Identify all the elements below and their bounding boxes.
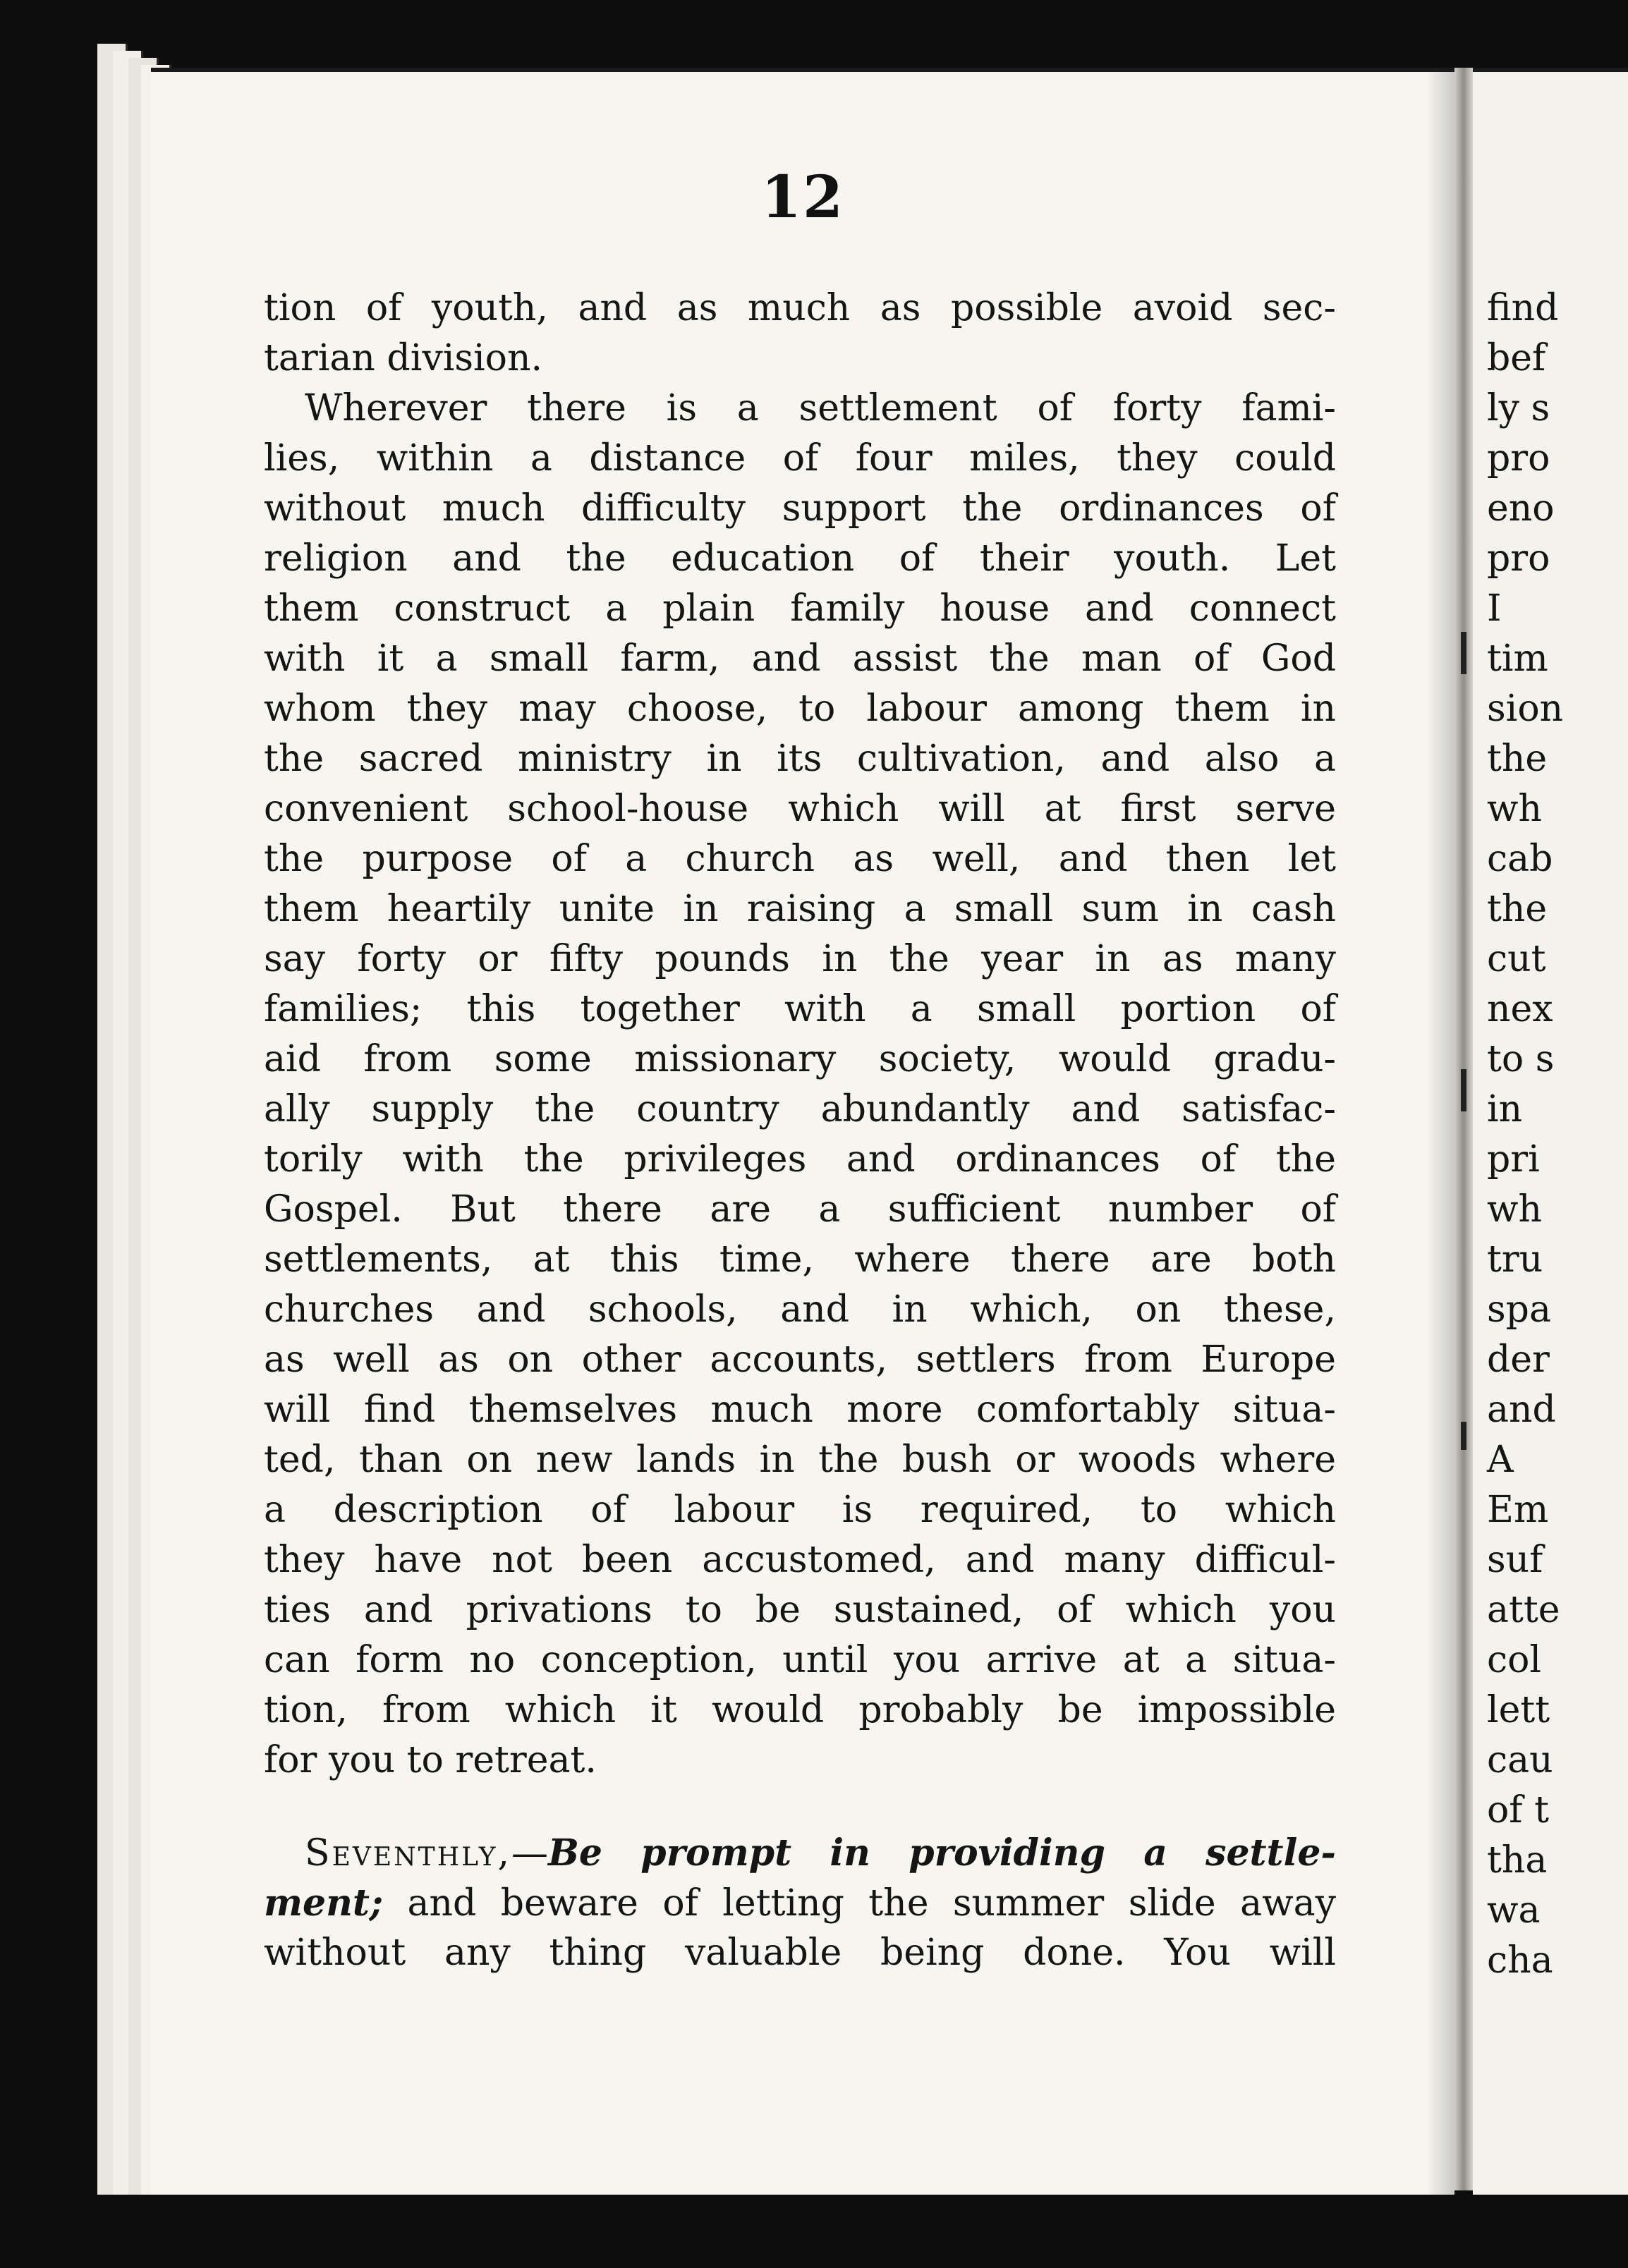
text-line: torily with the privileges and ordinances of the bbox=[264, 1138, 1336, 1181]
text-line: convenient school-house which will at first serve bbox=[264, 788, 1336, 830]
text-line: will find themselves much more comfortably situa- bbox=[264, 1389, 1336, 1431]
section-heading: Seventhly, bbox=[305, 1832, 511, 1874]
text-line: settlements, at this time, where there are both bbox=[264, 1238, 1336, 1281]
right-page-fragment: A bbox=[1487, 1439, 1514, 1481]
text-line: the purpose of a church as well, and then let bbox=[264, 838, 1336, 880]
right-page-fragment: I bbox=[1487, 587, 1502, 630]
right-page-fragment: spa bbox=[1487, 1288, 1551, 1331]
text-line: lies, within a distance of four miles, they could bbox=[264, 437, 1336, 480]
right-page-fragment: the bbox=[1487, 738, 1548, 780]
right-page-fragment: Em bbox=[1487, 1489, 1549, 1531]
text-line: them heartily unite in raising a small sum in cash bbox=[264, 888, 1336, 930]
right-page-fragment: wh bbox=[1487, 1188, 1542, 1231]
text-line: without much difficulty support the ordinances of bbox=[264, 487, 1336, 530]
em-dash: — bbox=[511, 1832, 548, 1874]
text-line: tion of youth, and as much as possible avoid sec- bbox=[264, 287, 1336, 329]
emphasis-text: Be prompt in providing a settle- bbox=[547, 1831, 1336, 1874]
text-line: as well as on other accounts, settlers from Europe bbox=[264, 1339, 1336, 1381]
book-gutter bbox=[1454, 68, 1473, 2190]
right-page-fragment: eno bbox=[1487, 487, 1555, 530]
seventhly-line-1 bbox=[264, 1828, 1336, 1878]
right-page-text bbox=[1487, 284, 1563, 1986]
text-line: whom they may choose, to labour among them in bbox=[264, 688, 1336, 730]
right-page-fragment: tru bbox=[1487, 1238, 1543, 1281]
fold-mark bbox=[1461, 1069, 1466, 1111]
right-page-fragment: find bbox=[1487, 287, 1559, 329]
text-line: them construct a plain family house and connect bbox=[264, 587, 1336, 630]
right-page-fragment: and bbox=[1487, 1389, 1556, 1431]
right-page-fragment: col bbox=[1487, 1639, 1542, 1681]
right-page-fragment: tim bbox=[1487, 638, 1548, 680]
right-page-fragment: cab bbox=[1487, 838, 1553, 880]
right-page-fragment: cut bbox=[1487, 938, 1546, 980]
right-page-fragment: wh bbox=[1487, 788, 1542, 830]
right-page-fragment: pro bbox=[1487, 437, 1550, 480]
right-page-fragment: der bbox=[1487, 1339, 1550, 1381]
text-line: can form no conception, until you arrive at a situa- bbox=[264, 1639, 1336, 1681]
right-page bbox=[1473, 68, 1628, 2195]
text-line: religion and the education of their youth. Let bbox=[264, 537, 1336, 580]
text-line: ties and privations to be sustained, of which you bbox=[264, 1589, 1336, 1631]
page-number: 12 bbox=[760, 164, 845, 231]
text-line: ally supply the country abundantly and satisfac- bbox=[264, 1088, 1336, 1130]
right-page-fragment: tha bbox=[1487, 1839, 1548, 1882]
right-page-fragment: sion bbox=[1487, 688, 1564, 730]
left-page bbox=[151, 68, 1454, 2195]
right-page-fragment: of t bbox=[1487, 1789, 1549, 1831]
text-line: ted, than on new lands in the bush or woods where bbox=[264, 1439, 1336, 1481]
text-line: tarian division. bbox=[264, 337, 542, 379]
right-page-fragment: pro bbox=[1487, 537, 1550, 580]
text-line: say forty or fifty pounds in the year in as many bbox=[264, 938, 1336, 980]
text-run: and beware of letting the summer slide away bbox=[383, 1882, 1336, 1925]
right-page-fragment: lett bbox=[1487, 1689, 1550, 1731]
right-page-fragment: cau bbox=[1487, 1739, 1553, 1781]
right-page-fragment: cha bbox=[1487, 1939, 1553, 1982]
right-page-fragment: to s bbox=[1487, 1038, 1555, 1080]
text-line: with it a small farm, and assist the man of God bbox=[264, 638, 1336, 680]
right-page-fragment: in bbox=[1487, 1088, 1523, 1130]
seventhly-line-2 bbox=[264, 1878, 1336, 1928]
right-page-fragment: nex bbox=[1487, 988, 1553, 1030]
text-line: a description of labour is required, to which bbox=[264, 1489, 1336, 1531]
text-line: for you to retreat. bbox=[264, 1739, 597, 1781]
text-line: the sacred ministry in its cultivation, and also a bbox=[264, 738, 1336, 780]
section-gap bbox=[264, 1786, 1336, 1828]
text-line: Wherever there is a settlement of forty fami- bbox=[305, 387, 1336, 429]
fold-mark bbox=[1461, 632, 1466, 674]
right-page-fragment: pri bbox=[1487, 1138, 1540, 1181]
emphasis-text: ment; bbox=[264, 1882, 384, 1925]
right-page-fragment: the bbox=[1487, 888, 1548, 930]
right-page-fragment: atte bbox=[1487, 1589, 1560, 1631]
right-page-fragment: wa bbox=[1487, 1889, 1541, 1932]
text-line: aid from some missionary society, would gradu- bbox=[264, 1038, 1336, 1080]
text-line: churches and schools, and in which, on these, bbox=[264, 1288, 1336, 1331]
text-line: they have not been accustomed, and many difficul- bbox=[264, 1539, 1336, 1581]
text-line: Gospel. But there are a sufficient number of bbox=[264, 1188, 1336, 1231]
body-text bbox=[264, 284, 1336, 1978]
right-page-fragment: bef bbox=[1487, 337, 1546, 379]
fold-mark bbox=[1461, 1422, 1466, 1450]
right-page-fragment: ly s bbox=[1487, 387, 1550, 429]
text-line: families; this together with a small portion of bbox=[264, 988, 1336, 1030]
text-line: tion, from which it would probably be impossible bbox=[264, 1689, 1336, 1731]
seventhly-line-3: without any thing valuable being done. You will bbox=[264, 1932, 1336, 1974]
right-page-fragment: suf bbox=[1487, 1539, 1543, 1581]
